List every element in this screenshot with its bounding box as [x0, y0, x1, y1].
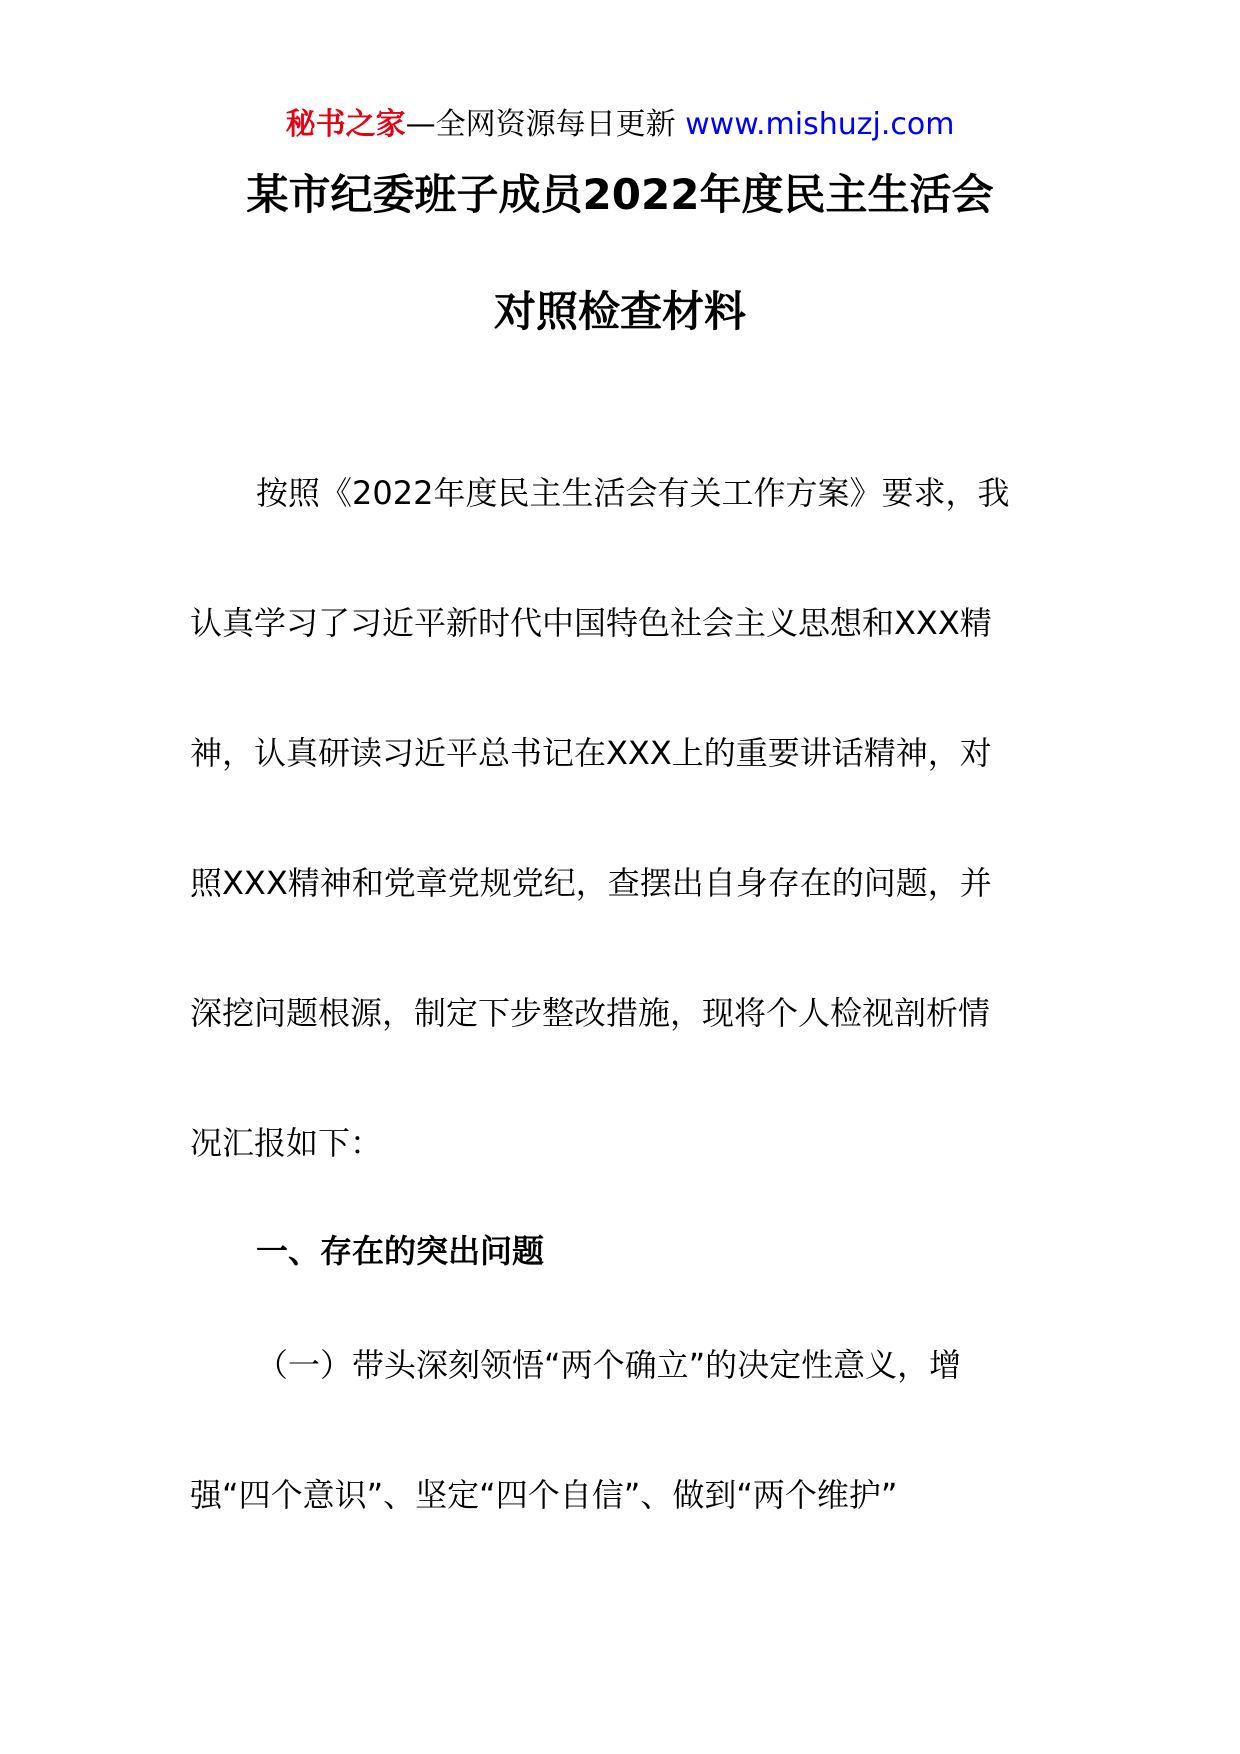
- paragraph-line: （一）带头深刻领悟“两个确立”的决定性意义，增: [256, 1346, 962, 1384]
- section-heading: 一、存在的突出问题: [256, 1232, 545, 1270]
- paragraph-line: 神，认真研读习近平总书记在XXX上的重要讲话精神，对: [190, 734, 992, 772]
- paragraph-line: 强“四个意识”、坚定“四个自信”、做到“两个维护”: [190, 1476, 898, 1514]
- site-url-link[interactable]: www.mishuzj.com: [685, 107, 955, 142]
- paragraph-line: 况汇报如下：: [190, 1124, 383, 1162]
- paragraph-line: 按照《2022年度民主生活会有关工作方案》要求，我: [256, 474, 1010, 512]
- paragraph-line: 深挖问题根源，制定下步整改措施，现将个人检视剖析情: [190, 994, 991, 1032]
- paragraph-line: 认真学习了习近平新时代中国特色社会主义思想和XXX精: [190, 604, 992, 642]
- paragraph-line: 照XXX精神和党章党规党纪，查摆出自身存在的问题，并: [190, 864, 992, 902]
- document-title-line-2: 对照检查材料: [493, 287, 746, 336]
- document-title-line-1: 某市纪委班子成员2022年度民主生活会: [246, 170, 994, 219]
- brand-slogan: —全网资源每日更新: [405, 107, 676, 142]
- brand-name: 秘书之家: [285, 107, 406, 142]
- site-header: [0, 100, 1240, 150]
